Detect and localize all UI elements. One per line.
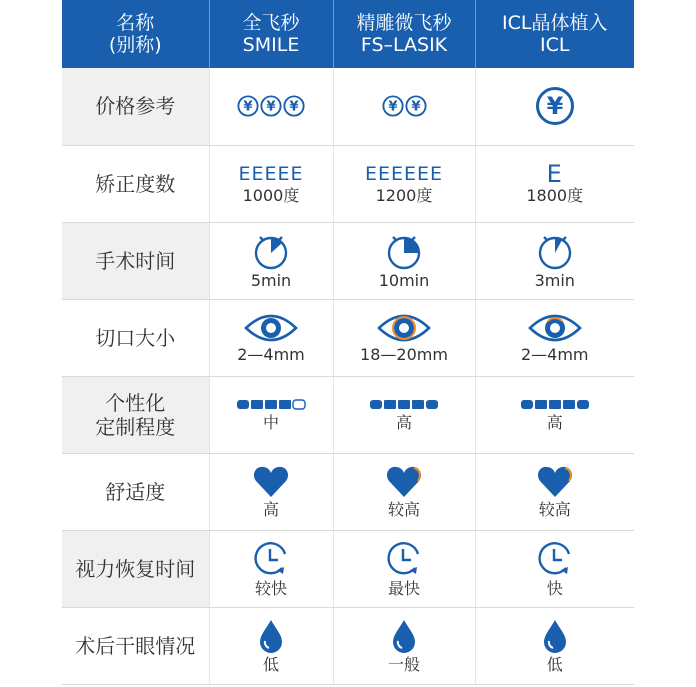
header-name-col bbox=[62, 0, 209, 68]
header-col1-line2: SMILE bbox=[242, 34, 300, 56]
cell-incision-fs bbox=[333, 299, 475, 376]
level-segment bbox=[563, 400, 575, 409]
e-chart: E bbox=[546, 159, 563, 188]
header-col3-line1: ICL晶体植入 bbox=[502, 12, 608, 34]
cell-degree-fs bbox=[333, 145, 475, 222]
cell-price-fs bbox=[333, 68, 475, 145]
comparison-table-container bbox=[62, 0, 634, 687]
comparison-table bbox=[62, 0, 634, 685]
yen-coin-icon bbox=[260, 95, 282, 117]
yen-group bbox=[382, 95, 427, 117]
row-dryeye bbox=[62, 607, 634, 684]
svg-text:¥: ¥ bbox=[387, 99, 398, 115]
yen-coin-icon bbox=[237, 95, 259, 117]
cell-time-fs bbox=[333, 222, 475, 299]
eye-icon bbox=[528, 312, 582, 344]
cell-price-smile bbox=[209, 68, 333, 145]
level-segment bbox=[521, 400, 533, 409]
heart-icon bbox=[537, 465, 573, 499]
svg-text:¥: ¥ bbox=[266, 99, 276, 115]
yen-coin-icon bbox=[405, 95, 427, 117]
cell-comfort-icl bbox=[475, 453, 634, 530]
eye-icon bbox=[377, 312, 431, 344]
cell-comfort-smile bbox=[209, 453, 333, 530]
level-bar-icon bbox=[236, 398, 306, 412]
svg-text:¥: ¥ bbox=[410, 99, 421, 115]
cell-degree-smile bbox=[209, 145, 333, 222]
row-comfort bbox=[62, 453, 634, 530]
cell-dryeye-fs bbox=[333, 607, 475, 684]
incision-value: 2—4mm bbox=[520, 344, 589, 364]
level-segment bbox=[265, 400, 277, 409]
custom-value: 高 bbox=[395, 412, 412, 432]
yen-coin-icon bbox=[382, 95, 404, 117]
cell-recovery-fs bbox=[333, 530, 475, 607]
header-col0-line1: 名称 bbox=[116, 12, 155, 34]
level-segment bbox=[412, 400, 424, 409]
header-row bbox=[62, 0, 634, 68]
header-icl-col bbox=[475, 0, 634, 68]
cell-custom-icl bbox=[475, 376, 634, 453]
level-segment bbox=[398, 400, 410, 409]
header-col3-line2: ICL bbox=[540, 34, 570, 56]
row-label: 舒适度 bbox=[62, 453, 209, 530]
time-value: 3min bbox=[534, 270, 575, 290]
level-segment bbox=[370, 400, 382, 409]
dryeye-value: 一般 bbox=[387, 654, 420, 674]
level-segment bbox=[237, 400, 249, 409]
degree-value: 1000度 bbox=[242, 185, 300, 205]
level-segment bbox=[577, 400, 589, 409]
header-fs-col bbox=[333, 0, 475, 68]
e-chart: EEEEEE bbox=[364, 162, 444, 185]
comfort-value: 高 bbox=[262, 499, 279, 519]
row-label-line2: 定制程度 bbox=[95, 414, 176, 439]
cell-time-smile bbox=[209, 222, 333, 299]
cell-custom-smile bbox=[209, 376, 333, 453]
header-smile-col bbox=[209, 0, 333, 68]
row-degree bbox=[62, 145, 634, 222]
level-segment bbox=[549, 400, 561, 409]
time-value: 10min bbox=[378, 270, 430, 290]
recovery-value: 较快 bbox=[254, 578, 287, 598]
cell-comfort-fs bbox=[333, 453, 475, 530]
header-col1-line1: 全飞秒 bbox=[242, 12, 300, 34]
timer-icon bbox=[536, 232, 574, 270]
row-time bbox=[62, 222, 634, 299]
timer-icon bbox=[252, 232, 290, 270]
eye-icon bbox=[244, 312, 298, 344]
yen-group bbox=[535, 86, 575, 126]
level-bar-icon bbox=[369, 398, 439, 412]
yen-coin-icon bbox=[535, 86, 575, 126]
level-bar-icon bbox=[520, 398, 590, 412]
row-label: 视力恢复时间 bbox=[62, 530, 209, 607]
row-incision bbox=[62, 299, 634, 376]
water-drop-icon bbox=[390, 618, 418, 654]
cell-dryeye-smile bbox=[209, 607, 333, 684]
dryeye-value: 低 bbox=[262, 654, 279, 674]
level-segment bbox=[535, 400, 547, 409]
cell-dryeye-icl bbox=[475, 607, 634, 684]
comfort-value: 较高 bbox=[538, 499, 571, 519]
row-label-line1: 个性化 bbox=[105, 390, 166, 415]
level-segment bbox=[384, 400, 396, 409]
yen-group bbox=[237, 95, 305, 117]
row-label bbox=[62, 376, 209, 453]
water-drop-icon bbox=[257, 618, 285, 654]
clock-icon bbox=[252, 540, 290, 578]
custom-value: 中 bbox=[262, 412, 279, 432]
row-custom bbox=[62, 376, 634, 453]
incision-value: 18—20mm bbox=[360, 344, 448, 364]
heart-icon bbox=[253, 465, 289, 499]
cell-degree-icl bbox=[475, 145, 634, 222]
cell-recovery-icl bbox=[475, 530, 634, 607]
row-label: 手术时间 bbox=[62, 222, 209, 299]
recovery-value: 最快 bbox=[387, 578, 420, 598]
timer-icon bbox=[385, 232, 423, 270]
level-segment bbox=[251, 400, 263, 409]
custom-value: 高 bbox=[546, 412, 563, 432]
recovery-value: 快 bbox=[546, 578, 563, 598]
time-value: 5min bbox=[250, 270, 292, 290]
clock-icon bbox=[536, 540, 574, 578]
header-col0-line2: (别称) bbox=[108, 34, 162, 56]
cell-incision-smile bbox=[209, 299, 333, 376]
e-chart: EEEEE bbox=[238, 162, 304, 185]
level-segment bbox=[279, 400, 291, 409]
yen-coin-icon bbox=[283, 95, 305, 117]
clock-icon bbox=[385, 540, 423, 578]
cell-time-icl bbox=[475, 222, 634, 299]
cell-recovery-smile bbox=[209, 530, 333, 607]
water-drop-icon bbox=[541, 618, 569, 654]
degree-value: 1200度 bbox=[375, 185, 433, 205]
cell-price-icl bbox=[475, 68, 634, 145]
svg-text:¥: ¥ bbox=[243, 99, 253, 115]
degree-value: 1800度 bbox=[526, 185, 584, 205]
row-label: 价格参考 bbox=[62, 68, 209, 145]
header-col2-line1: 精雕微飞秒 bbox=[356, 12, 452, 34]
header-col2-line2: FS–LASIK bbox=[360, 34, 448, 56]
row-recovery bbox=[62, 530, 634, 607]
cell-incision-icl bbox=[475, 299, 634, 376]
dryeye-value: 低 bbox=[546, 654, 563, 674]
row-label: 术后干眼情况 bbox=[62, 607, 209, 684]
level-segment bbox=[426, 400, 438, 409]
heart-icon bbox=[386, 465, 422, 499]
svg-text:¥: ¥ bbox=[289, 99, 299, 115]
svg-text:¥: ¥ bbox=[546, 92, 564, 121]
row-label: 矫正度数 bbox=[62, 145, 209, 222]
cell-custom-fs bbox=[333, 376, 475, 453]
incision-value: 2—4mm bbox=[237, 344, 305, 364]
row-label: 切口大小 bbox=[62, 299, 209, 376]
row-price bbox=[62, 68, 634, 145]
comfort-value: 较高 bbox=[387, 499, 420, 519]
level-segment bbox=[293, 400, 305, 409]
